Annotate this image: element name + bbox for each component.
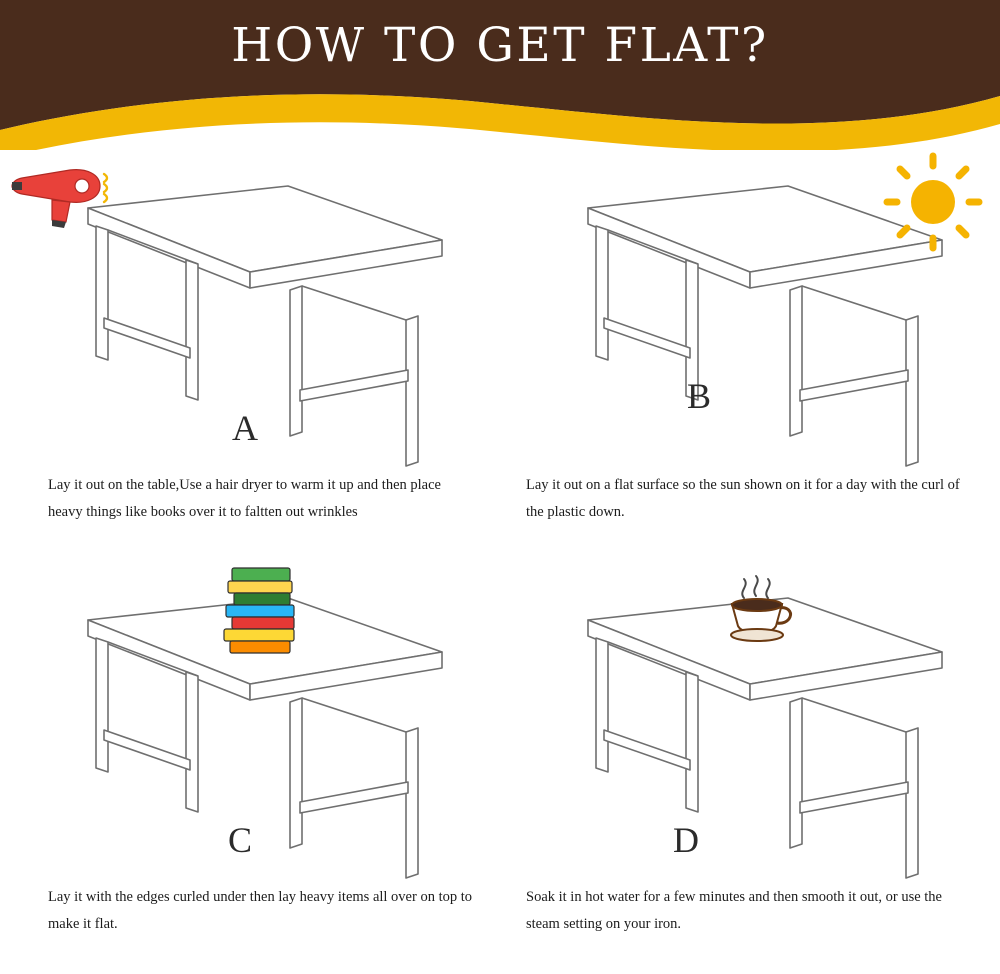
page-title: HOW TO GET FLAT? — [231, 18, 769, 73]
panel-b — [500, 150, 1000, 562]
panel-letter-b: B — [687, 376, 712, 416]
panel-caption-c: Lay it with the edges curled under then lay heavy items all over on top to make it flat. — [48, 889, 473, 932]
header-banner — [0, 0, 1000, 150]
panel-a — [0, 150, 500, 562]
panel-d — [500, 562, 1000, 974]
panel-grid — [0, 150, 1000, 974]
panel-caption-d: Soak it in hot water for a few minutes and then smooth it out, or use the steam setting on your iron. — [526, 889, 942, 932]
panel-caption-b: Lay it out on a flat surface so the sun shown on it for a day with the curl of the plastic down. — [526, 477, 960, 520]
panel-letter-a: A — [232, 408, 258, 448]
hot-coffee-cup-icon — [710, 568, 810, 653]
hair-dryer-icon — [8, 160, 118, 235]
panel-letter-c: C — [228, 820, 253, 860]
panel-letter-d: D — [673, 820, 699, 860]
panel-c — [0, 562, 500, 974]
sun-icon — [878, 152, 988, 257]
stack-of-books-icon — [218, 556, 318, 671]
panel-caption-a: Lay it out on the table,Use a hair dryer to warm it up and then place heavy things like books over it to faltten out wrinkles — [48, 477, 441, 520]
